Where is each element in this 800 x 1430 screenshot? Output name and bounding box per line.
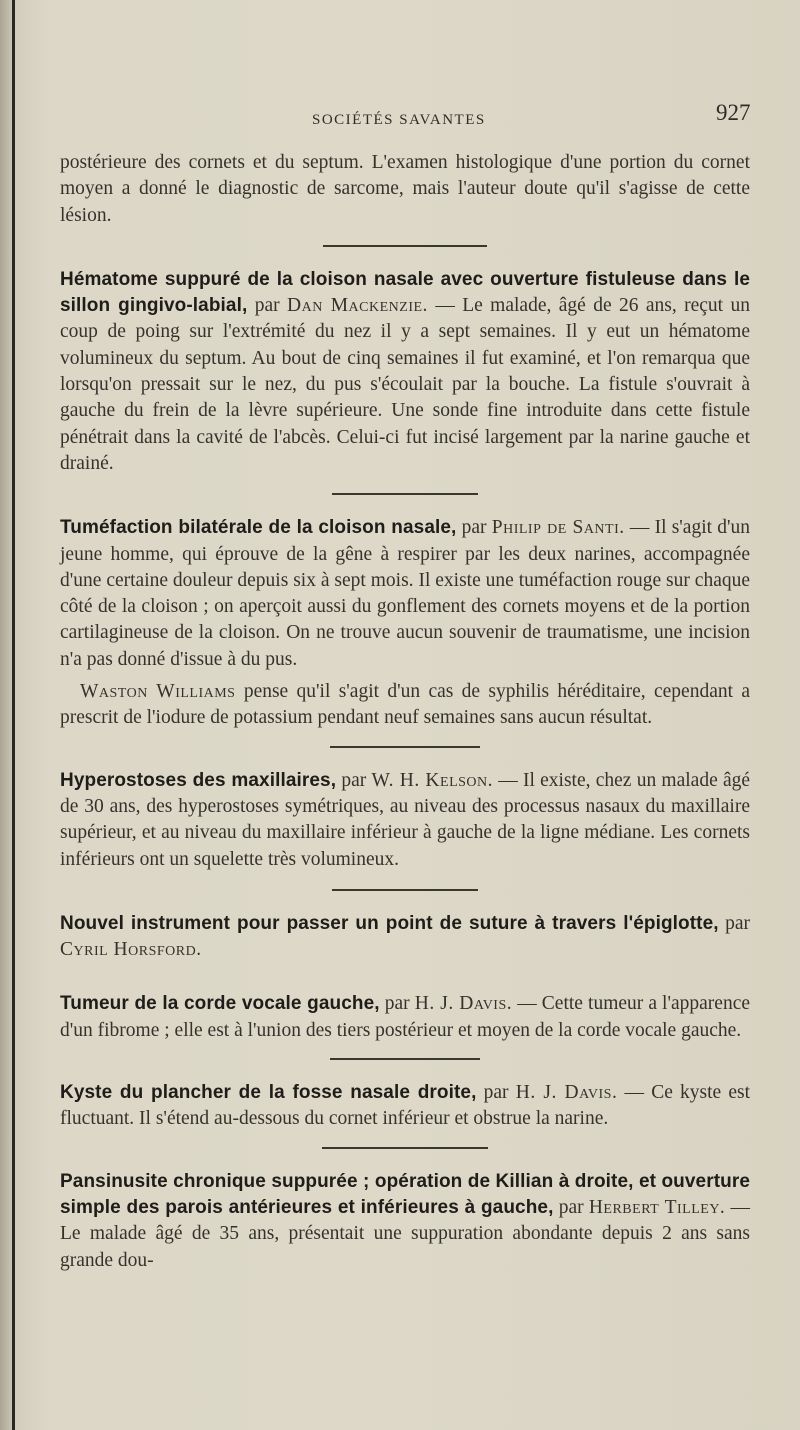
entry-by: par [483,1082,509,1104]
entry-title: Hyperostoses des maxillaires, [60,769,337,791]
entry-hematome [60,267,750,477]
entry-hyperostoses [60,768,750,873]
binding-shadow [0,0,12,1430]
page-number: 927 [716,100,751,125]
entry-by: par [341,769,367,791]
entry-author: H. J. Davis. [515,1082,618,1104]
entry-by: par [558,1196,584,1218]
section-divider [323,245,487,247]
entry-by: par [254,295,280,317]
entry-tumefaction [60,515,750,673]
entry-author: Herbert Tilley. [588,1196,726,1218]
entry-author: Philip de Santi. [491,517,625,539]
entry-extra-text: pense qu'il s'agit d'un cas de syphilis héréditaire, cependant a prescrit de l'iodure de potassium pendant neuf semaines sans aucun résultat. [60,681,750,729]
entry-by: par [461,517,487,539]
entry-title: Hématome suppuré de la cloison nasale avec ouverture fistuleuse dans le sillon gingivo-labial, [60,268,750,317]
entry-text: — Il s'agit d'un jeune homme, qui éprouve de la gêne à respirer par les deux narines, accompagnée d'une certaine douleur depuis six à sept mois. Il existe une tuméfaction rouge sur chaque côté de la cloison ; on aperçoit aussi du gonflement des cornets moyens et de la portion cartilagineuse de la cloison. On ne trouve aucun souvenir de traumatisme, une incision n'a pas donné d'issue à du pus. [60,517,751,670]
entry-title: Kyste du plancher de la fosse nasale droite, [60,1082,477,1104]
article-body [60,150,750,1274]
entry-author: H. J. Davis. [414,993,513,1015]
entry-text: — Cette tumeur a l'apparence d'un fibrome ; elle est à l'union des tiers postérieur et moyen de la corde vocale gauche. [60,993,751,1041]
entry-text: — Le malade âgé de 35 ans, présentait une suppuration abondante depuis 2 ans sans grande dou- [60,1196,751,1271]
section-divider [332,889,478,891]
entry-instrument [60,911,750,964]
section-divider [330,746,480,748]
running-title: SOCIÉTÉS SAVANTES [312,112,486,128]
entry-title: Tumeur de la corde vocale gauche, [60,993,380,1015]
entry-by: par [725,912,751,934]
entry-text: — Il existe, chez un malade âgé de 30 ans, des hyperostoses symétriques, au niveau des processus nasaux du maxillaire supérieur, et au niveau du maxillaire inférieur à gauche de la ligne médiane. Les cornets inférieurs ont un squelette très volumineux. [60,769,751,870]
entry-text: — Ce kyste est fluctuant. Il s'étend au-dessous du cornet inférieur et obstrue la narine. [60,1082,751,1130]
entry-by: par [384,993,410,1015]
paragraph-continuation: postérieure des cornets et du septum. L'examen histologique d'une portion du cornet moyen a donné le diagnostic de sarcome, mais l'auteur doute qu'il s'agisse de cette lésion. [60,152,750,226]
entry-title: Nouvel instrument pour passer un point de suture à travers l'épiglotte, [60,912,719,934]
section-divider [330,1058,480,1060]
entry-title: Tuméfaction bilatérale de la cloison nasale, [60,517,457,539]
section-divider [332,493,478,495]
entry-author: W. H. Kelson. [371,769,494,791]
entry-kyste [60,1080,750,1133]
binding-edge [12,0,15,1430]
section-divider [322,1147,488,1149]
entry-text: — Le malade, âgé de 26 ans, reçut un coup de poing sur l'extrémité du nez il y a sept semaines. Il y eut un hématome volumineux du septum. Au bout de cinq semaines il fut examiné, et l'on remarqua que lorsqu'on pressait sur le nez, du pus s'écoulait par la bouche. La fistule s'ouvrait à gauche du frein de la lèvre supérieure. Une sonde fine introduite dans cette fistule pénétrait dans la cavité de l'abcès. Celui-ci fut incisé largement par la narine gauche et drainé. [60,295,750,474]
entry-title: Pansinusite chronique suppurée ; opération de Killian à droite, et ouverture simple des parois antérieures et inférieures à gauche, [60,1170,750,1218]
entry-extra-author: Waston Williams [80,681,236,703]
entry-pansinusite [60,1169,750,1274]
entry-tumefaction-comment [60,679,750,732]
entry-author: Cyril Horsford. [60,939,202,961]
entry-tumeur [60,991,750,1044]
entry-author: Dan Mackenzie. [287,295,428,317]
